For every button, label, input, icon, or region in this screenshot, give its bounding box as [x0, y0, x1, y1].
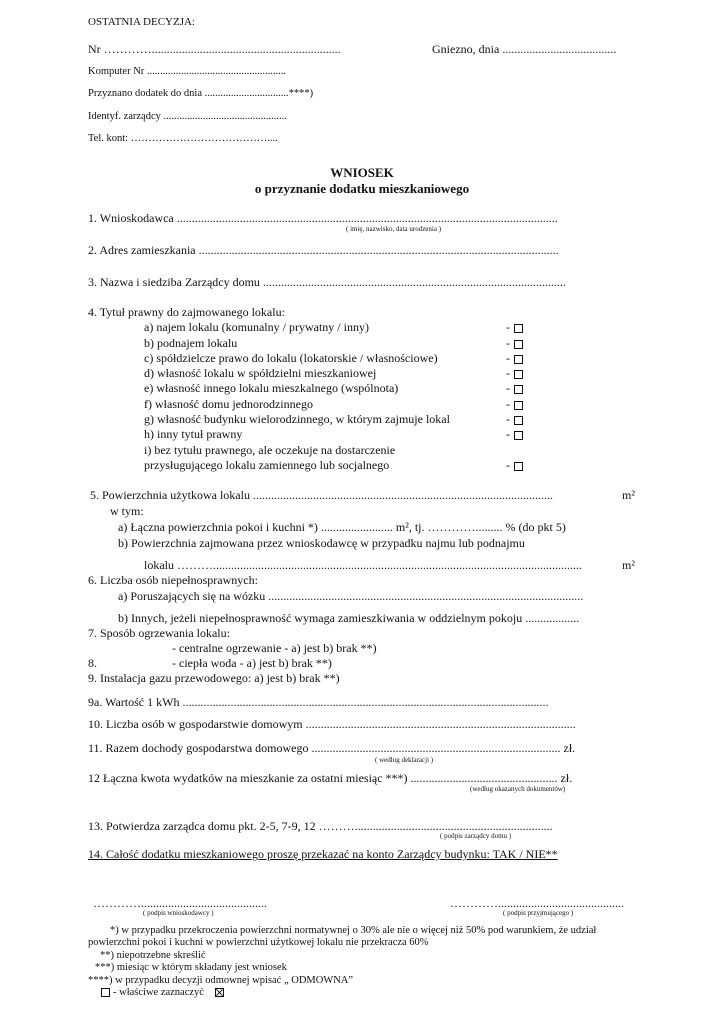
footnote-4: ****) w przypadku decyzji odmownej wpisać „ ODMOWNA” — [88, 975, 354, 986]
applicant-signature-hint: ( podpis wnioskodawcy ) — [143, 909, 214, 917]
other-disabled-field[interactable]: b) Innych, jeżeli niepełnosprawność wymaga zamieszkiwania w oddzielnym pokoju .................. — [118, 611, 580, 625]
dash-label: - — [506, 412, 510, 426]
dash-label: - — [506, 336, 510, 350]
m2-unit: m² — [622, 488, 635, 502]
legal-option-label: h) inny tytuł prawny — [144, 427, 243, 441]
footnote-2: **) niepotrzebne skreślić — [100, 950, 206, 961]
checkbox-icon — [514, 324, 523, 333]
household-income-field[interactable]: 11. Razem dochody gospodarstwa domowego ................................................................................... zł. — [88, 741, 576, 755]
legal-option-checkbox[interactable] — [506, 413, 523, 425]
occupied-area-field[interactable]: lokalu ………........................................................................................................................... — [144, 558, 582, 572]
checkbox-icon — [101, 988, 110, 997]
final-decision-label: OSTATNIA DECYZJA: — [88, 16, 195, 28]
legal-title-heading: 4. Tytuł prawny do zajmowanego lokalu: — [88, 305, 285, 319]
legal-option-label: b) podnajem lokalu — [144, 336, 238, 350]
legal-option-label: a) najem lokalu (komunalny / prywatny / inny) — [144, 320, 369, 334]
form-title: WNIOSEK — [330, 165, 394, 180]
checkbox-icon — [514, 431, 523, 440]
dash-label: - — [506, 458, 510, 472]
decision-number-field[interactable]: Nr …………............................................................... — [88, 42, 341, 56]
wheelchair-count-field[interactable]: a) Poruszających się na wózku ......................................................................................................... — [118, 589, 584, 603]
housing-expenses-field[interactable]: 12 Łączna kwota wydatków na mieszkanie za ostatni miesiąc ***) ................................................. zł. — [88, 771, 573, 785]
manager-field[interactable]: 3. Nazwa i siedziba Zarządcy domu ..................................................................................................... — [88, 275, 566, 289]
applicant-field[interactable]: 1. Wnioskodawca ............................................................................................................................... — [88, 211, 558, 225]
occupied-area-label: b) Powierzchnia zajmowana przez wnioskodawcę w przypadku najmu lub podnajmu — [118, 536, 525, 550]
checked-box-icon — [215, 988, 224, 997]
applicant-hint: ( imię, nazwisko, data urodzenia ) — [346, 225, 442, 233]
heating-heading: 7. Sposób ogrzewania lokalu: — [88, 626, 230, 640]
usable-area-field[interactable]: 5. Powierzchnia użytkowa lokalu .................................................................................................... — [90, 488, 553, 502]
legal-option-checkbox[interactable] — [506, 321, 523, 333]
legal-option-checkbox[interactable] — [506, 352, 523, 364]
address-field[interactable]: 2. Adres zamieszkania ........................................................................................................................ — [88, 243, 559, 257]
manager-signature-hint: ( podpis zarządcy domu ) — [440, 832, 512, 840]
item-8-number: 8. — [88, 656, 97, 670]
legal-option-checkbox[interactable] — [506, 428, 523, 440]
applicant-signature-line[interactable]: ………….......................................... — [93, 896, 267, 910]
legal-option-label: przysługującego lokalu zamiennego lub socjalnego — [144, 458, 390, 472]
legal-option-label: g) własność budynku wielorodzinnego, w którym zajmuje lokal — [144, 412, 450, 426]
dash-label: - — [506, 381, 510, 395]
legal-option-label: e) własność innego lokalu mieszkalnego (wspólnota) — [144, 381, 399, 395]
manager-id-field[interactable]: Identyf. zarządcy ............................................... — [88, 111, 287, 122]
receiver-signature-hint: ( podpis przyjmującego ) — [503, 909, 574, 917]
transfer-to-manager-option[interactable]: 14. Całość dodatku mieszkaniowego proszę przekazać na konto Zarządcy budynku: TAK / NIE** — [88, 847, 558, 861]
legal-option-checkbox[interactable] — [506, 459, 523, 471]
checkbox-icon — [514, 416, 523, 425]
disabled-persons-heading: 6. Liczba osób niepełnosprawnych: — [88, 573, 258, 587]
expenses-hint: (według okazanych dokumentów) — [470, 785, 566, 793]
rooms-kitchen-area-field[interactable]: a) Łączna powierzchnia pokoi i kuchni *) ........................ m², tj. …………......... % (do pkt 5) — [118, 520, 566, 534]
dash-label: - — [506, 351, 510, 365]
including-label: w tym: — [110, 504, 144, 518]
allowance-until-field[interactable]: Przyznano dodatek do dnia ................................****) — [88, 88, 314, 99]
legal-option-checkbox[interactable] — [506, 382, 523, 394]
form-subtitle: o przyznanie dodatku mieszkaniowego — [254, 181, 470, 196]
legal-option-checkbox[interactable] — [506, 337, 523, 349]
checkbox-icon — [514, 340, 523, 349]
legal-option-label: i) bez tytułu prawnego, ale oczekuje na dostarczenie — [144, 443, 396, 457]
central-heating-option[interactable]: - centralne ogrzewanie - a) jest b) brak **) — [172, 641, 377, 655]
legal-option-label: f) własność domu jednorodzinnego — [144, 397, 313, 411]
gas-installation-option[interactable]: 9. Instalacja gazu przewodowego: a) jest b) brak **) — [88, 671, 340, 685]
income-hint: ( według deklaracji ) — [375, 756, 434, 764]
kwh-value-field[interactable]: 9a. Wartość 1 kWh .......................................................................................................................... — [88, 695, 549, 709]
legal-option-checkbox[interactable] — [506, 367, 523, 379]
manager-confirmation-field[interactable]: 13. Potwierdza zarządca domu pkt. 2-5, 7-9, 12 ……….................................................................. — [88, 819, 553, 833]
footnote-5 — [101, 988, 224, 999]
checkbox-icon — [514, 462, 523, 471]
checkbox-icon — [514, 355, 523, 364]
receiver-signature-line[interactable]: ………….......................................... — [450, 896, 624, 910]
checkbox-icon — [514, 385, 523, 394]
dash-label: - — [506, 397, 510, 411]
dash-label: - — [506, 427, 510, 441]
footnote-1-cont: powierzchni pokoi i kuchni w powierzchni użytkowej lokalu nie przekracza 60% — [88, 937, 429, 948]
legal-option-label: c) spółdzielcze prawo do lokalu (lokatorskie / własnościowe) — [144, 351, 438, 365]
hot-water-option[interactable]: - ciepła woda - a) jest b) brak **) — [172, 656, 332, 670]
household-size-field[interactable]: 10. Liczba osób w gospodarstwie domowym .......................................................................................... — [88, 717, 576, 731]
footnote-5-label: - właściwe zaznaczyć — [113, 987, 204, 998]
dash-label: - — [506, 320, 510, 334]
computer-number-field[interactable]: Komputer Nr ..................................................... — [88, 66, 287, 77]
legal-option-checkbox[interactable] — [506, 398, 523, 410]
city-date-field[interactable]: Gniezno, dnia ...................................... — [432, 42, 617, 56]
footnote-3: ***) miesiąc w którym składany jest wniosek — [95, 962, 287, 973]
checkbox-icon — [514, 370, 523, 379]
checkbox-icon — [514, 401, 523, 410]
m2-unit: m² — [622, 558, 635, 572]
legal-option-label: d) własność lokalu w spółdzielni mieszkaniowej — [144, 366, 377, 380]
phone-field[interactable]: Tel. kont: ………………………………….... — [88, 133, 278, 144]
footnote-1: *) w przypadku przekroczenia powierzchni normatywnej o 30% ale nie o więcej niż 50% pod warunkiem, że udział — [110, 925, 597, 936]
dash-label: - — [506, 366, 510, 380]
